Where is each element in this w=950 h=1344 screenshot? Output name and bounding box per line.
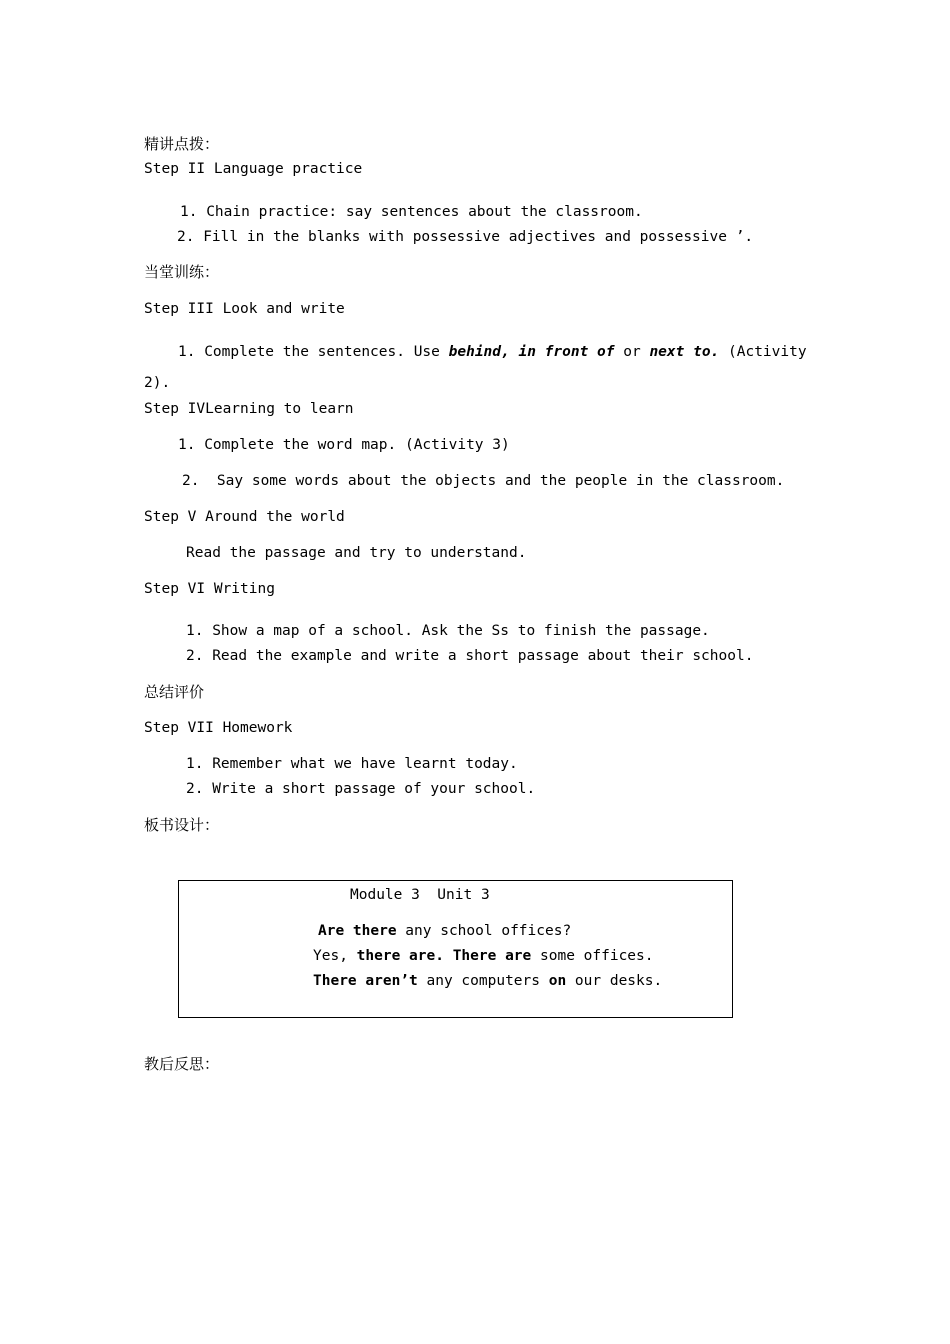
board-line-2-bold-2: There are [452,948,532,964]
board-line-3-bold-2: on [548,973,567,989]
step-ii-item-2: 2. Fill in the blanks with possessive adjectives and possessive ’. [177,229,754,245]
word-or: or [623,344,641,360]
activity-ref: (Activity [728,344,807,360]
step-iii-item-1-cont: 2). [144,375,171,391]
step-vi-item-1: 1. Show a map of a school. Ask the Ss to finish the passage. [186,623,710,639]
step-vi-item-2: 2. Read the example and write a short passage about their school. [186,648,754,664]
board-line-1 [318,922,571,940]
section-heading-board: 板书设计： [144,816,220,834]
board-title: Module 3 Unit 3 [350,887,490,903]
step-v-title: Step V Around the world [144,509,345,525]
board-line-3-bold-1: There aren’t [313,973,418,989]
step-vi-title: Step VI Writing [144,581,275,597]
section-heading-practice: 当堂训练： [144,263,220,281]
section-heading-reflection: 教后反思： [144,1055,220,1073]
step-iv-title: Step IVLearning to learn [144,401,354,417]
step-ii-item-1: 1. Chain practice: say sentences about the classroom. [180,204,643,220]
board-line-2-space [444,948,453,964]
board-line-1-text: any school offices? [396,923,572,939]
keyword-next-to: next to. [649,344,720,360]
board-line-2-text: some offices. [531,948,654,964]
step-ii-title: Step II Language practice [144,161,363,177]
board-line-2-yes: Yes, [313,948,357,964]
board-line-2 [313,947,654,965]
board-line-3-text-1: any computers [417,973,549,989]
step-iii-item-1 [178,343,807,361]
keyword-behind: behind, [448,344,510,360]
section-heading-summary: 总结评价 [144,683,205,701]
board-line-1-bold: Are there [318,923,397,939]
step-iv-item-1: 1. Complete the word map. (Activity 3) [178,437,510,453]
board-line-3 [313,972,662,990]
step-iv-item-2: 2. Say some words about the objects and the people in the classroom. [182,473,785,489]
board-line-2-bold-1: there are. [356,948,444,964]
board-line-3-text-2: our desks. [566,973,663,989]
section-heading-explanation: 精讲点拨： [144,135,220,153]
step-vii-title: Step VII Homework [144,720,293,736]
keyword-in-front-of: in front of [518,344,615,360]
step-vii-item-1: 1. Remember what we have learnt today. [186,756,518,772]
step-iii-item-1-text: 1. Complete the sentences. Use [178,344,449,360]
step-iii-title: Step III Look and write [144,301,345,317]
step-v-text: Read the passage and try to understand. [186,545,527,561]
step-vii-item-2: 2. Write a short passage of your school. [186,781,536,797]
